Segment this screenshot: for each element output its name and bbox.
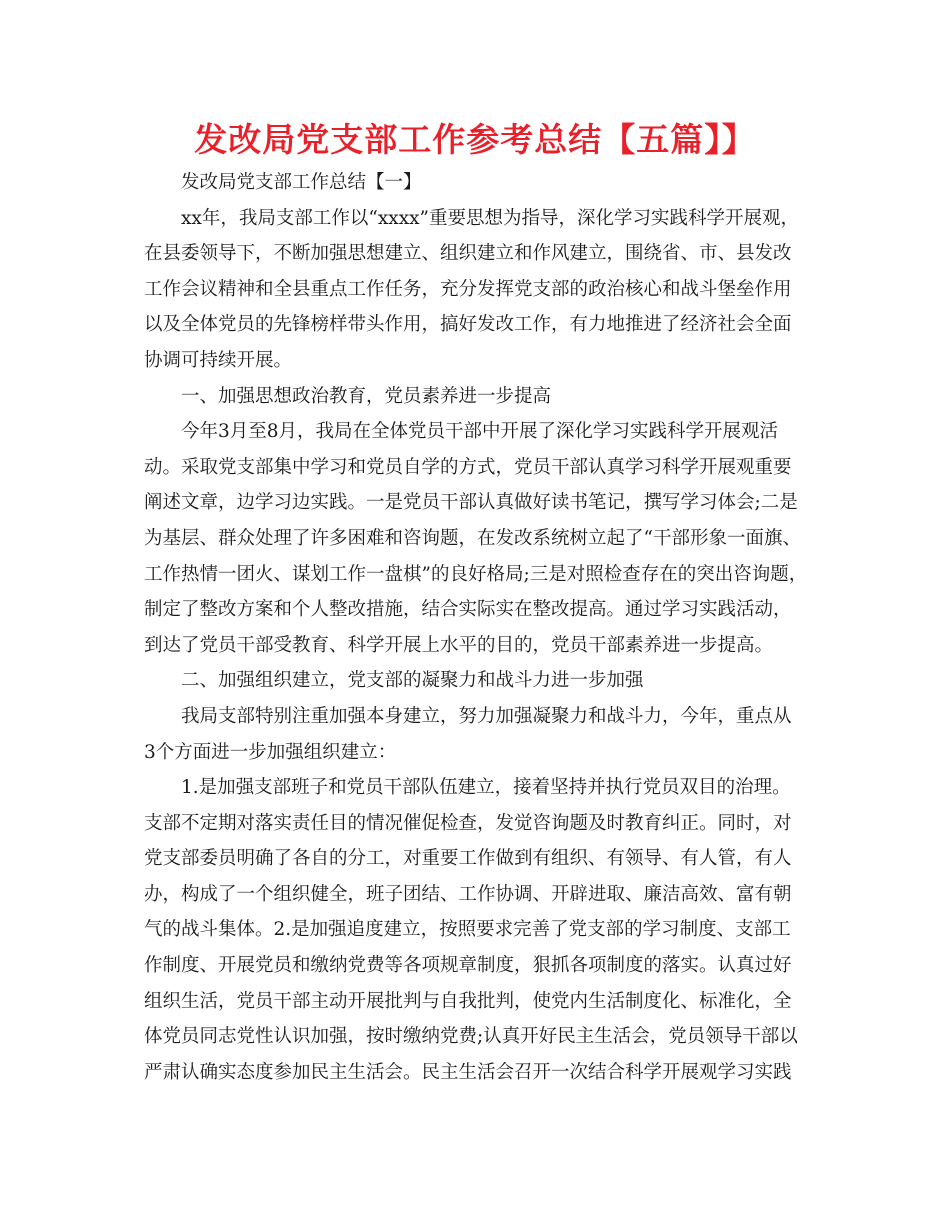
body-line: xx年，我局支部工作以“xxxx”重要思想为指导，深化学习实践科学开展观， [181, 207, 800, 229]
body-line: 体党员同志党性认识加强，按时缴纳党费;认真开好民主生活会，党员领导干部以 [144, 1026, 798, 1048]
body-line: 一、加强思想政治教育，党员素养进一步提高 [181, 385, 552, 407]
body-line: 工作热情一团火、谋划工作一盘棋”的良好格局;三是对照检查存在的突出咨询题， [144, 563, 808, 585]
body-line: 到达了党员干部受教育、科学开展上水平的目的，党员干部素养进一步提高。 [144, 634, 774, 656]
body-line: 严肃认确实态度参加民主生活会。民主生活会召开一次结合科学开展观学习实践 [144, 1061, 792, 1083]
document-title: 发改局党支部工作参考总结【五篇】】 [194, 120, 756, 159]
body-line: 我局支部特别注重加强本身建立，努力加强凝聚力和战斗力，今年，重点从 [181, 705, 792, 727]
document-body [144, 165, 812, 1090]
body-line: 3个方面进一步加强组织建立： [144, 741, 397, 763]
body-line: 组织生活，党员干部主动开展批判与自我批判，使党内生活制度化、标准化，全 [144, 990, 792, 1012]
body-line: 在县委领导下，不断加强思想建立、组织建立和作风建立，围绕省、市、县发改 [144, 243, 792, 265]
body-line: 支部不定期对落实责任目的情况催促检查，发觉咨询题及时教育纠正。同时，对 [144, 812, 792, 834]
body-line: 1.是加强支部班子和党员干部队伍建立，接着坚持并执行党员双目的治理。 [181, 777, 791, 799]
body-line: 办，构成了一个组织健全，班子团结、工作协调、开辟进取、廉洁高效、富有朝 [144, 883, 792, 905]
body-line: 阐述文章，边学习边实践。一是党员干部认真做好读书笔记，撰写学习体会;二是 [144, 492, 798, 514]
body-line: 今年3月至8月，我局在全体党员干部中开展了深化学习实践科学开展观活 [181, 421, 779, 443]
body-line: 以及全体党员的先锋榜样带头作用，搞好发改工作，有力地推进了经济社会全面 [144, 314, 792, 336]
body-line: 党支部委员明确了各自的分工，对重要工作做到有组织、有领导、有人管，有人 [144, 848, 792, 870]
body-line: 动。采取党支部集中学习和党员自学的方式，党员干部认真学习科学开展观重要 [144, 456, 792, 478]
body-line: 制定了整改方案和个人整改措施，结合实际实在整改提高。通过学习实践活动， [144, 599, 792, 621]
body-line: 为基层、群众处理了许多困难和咨询题，在发改系统树立起了“干部形象一面旗、 [144, 527, 801, 549]
body-line: 工作会议精神和全县重点工作任务，充分发挥党支部的政治核心和战斗堡垒作用 [144, 278, 792, 300]
body-line: 气的战斗集体。2.是加强追度建立，按照要求完善了党支部的学习制度、支部工 [144, 919, 791, 941]
body-line: 二、加强组织建立，党支部的凝聚力和战斗力进一步加强 [181, 670, 644, 692]
body-line: 发改局党支部工作总结【一】 [181, 172, 422, 193]
body-line: 作制度、开展党员和缴纳党费等各项规章制度，狠抓各项制度的落实。认真过好 [144, 955, 792, 977]
body-line: 协调可持续开展。 [144, 349, 293, 371]
